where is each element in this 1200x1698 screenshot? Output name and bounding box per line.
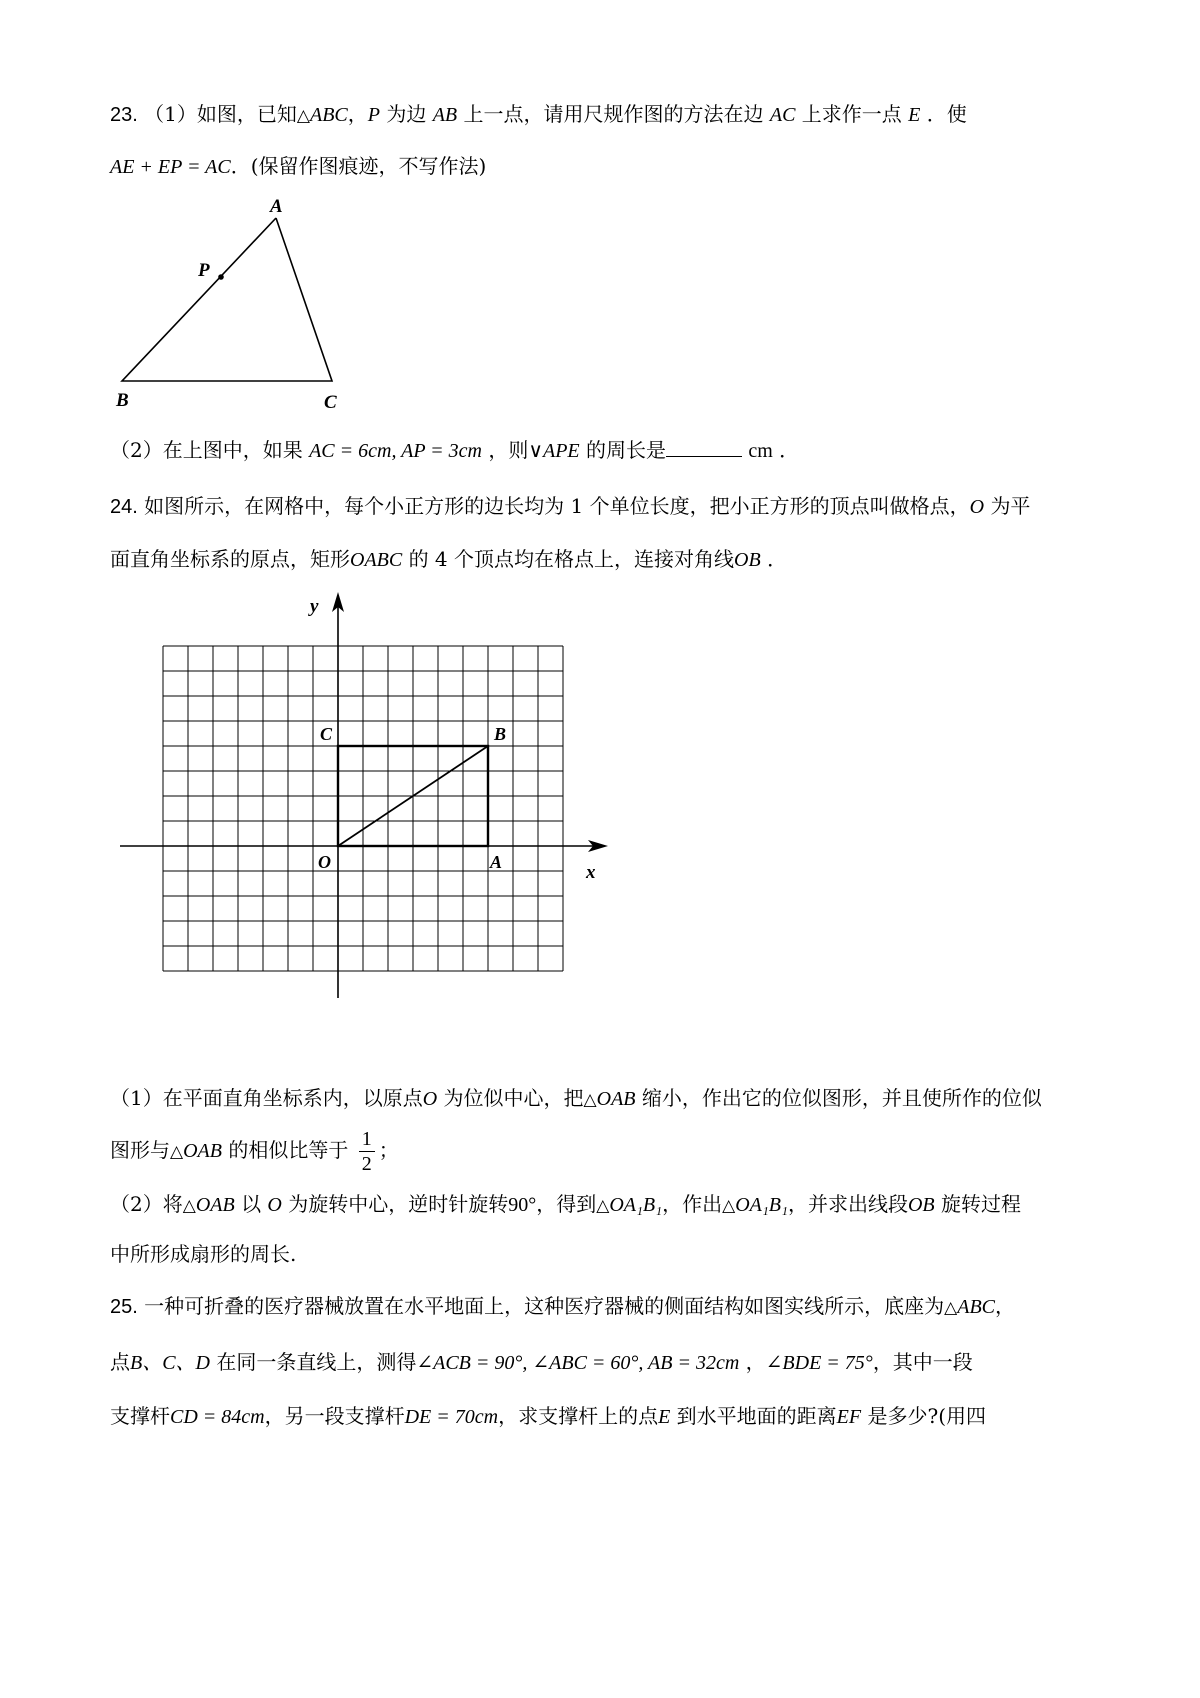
q25-text: ， bbox=[995, 1294, 1016, 1318]
math: ABC bbox=[957, 1296, 996, 1318]
q23-text: （1）如图，已知 bbox=[144, 102, 297, 126]
math: EF bbox=[836, 1406, 862, 1428]
triangle-symbol: △ bbox=[182, 1196, 196, 1216]
triangle-symbol: △ bbox=[583, 1090, 597, 1110]
math: AC = 6cm, AP = 3cm bbox=[309, 440, 482, 462]
label-P: P bbox=[198, 260, 210, 281]
q25-text: 支撑杆 bbox=[110, 1404, 170, 1428]
label-x: x bbox=[586, 862, 596, 883]
q24-text: 的 4 个顶点均在格点上，连接对角线 bbox=[408, 547, 735, 571]
label-O: O bbox=[318, 852, 331, 872]
q24-text: 缩小，作出它的位似图形，并且使所作的位似 bbox=[641, 1086, 1042, 1110]
math: O bbox=[422, 1088, 438, 1110]
q24-part2-line1 bbox=[110, 1190, 1021, 1220]
label-B: B bbox=[494, 724, 507, 744]
q23-text: 为边 bbox=[386, 102, 427, 126]
q24-text: ； bbox=[378, 1138, 399, 1162]
math: P bbox=[367, 104, 380, 126]
q23-text: 上一点，请用尺规作图的方法在边 bbox=[463, 102, 764, 126]
math: AB bbox=[432, 104, 458, 126]
q24-text: 图形与 bbox=[110, 1138, 170, 1162]
q24-text: 为位似中心，把 bbox=[443, 1086, 584, 1110]
q24-line-1 bbox=[110, 492, 1030, 521]
grid-lines bbox=[163, 646, 563, 971]
math: OA₁B₁ bbox=[609, 1194, 663, 1216]
q23-triangle-figure bbox=[110, 196, 370, 418]
q23-text: （2）在上图中，如果 bbox=[110, 438, 303, 462]
math: E bbox=[908, 104, 921, 126]
label-C: C bbox=[320, 724, 333, 744]
q24-text: ，并求出线段 bbox=[787, 1192, 908, 1216]
q24-text: 的相似比等于 bbox=[228, 1138, 349, 1162]
q24-text: ． bbox=[767, 547, 788, 571]
q24-text: 中所形成扇形的周长. bbox=[110, 1242, 297, 1266]
q24-number: 24. bbox=[110, 496, 138, 518]
math: OB bbox=[907, 1194, 935, 1216]
fraction-numerator: 1 bbox=[359, 1127, 375, 1152]
q25-text: 点 bbox=[110, 1350, 130, 1374]
math: OABC bbox=[350, 549, 403, 571]
q24-part1-line2 bbox=[110, 1126, 399, 1176]
q23-line-2 bbox=[110, 152, 486, 181]
q24-text: 如图所示，在网格中，每个小正方形的边长均为 1 个单位长度，把小正方形的顶点叫做格点， bbox=[144, 494, 970, 518]
q24-text: （2）将 bbox=[110, 1192, 183, 1216]
q23-text: ， bbox=[347, 102, 368, 126]
math: ∠BDE = 75° bbox=[765, 1352, 873, 1374]
answer-blank[interactable] bbox=[666, 438, 742, 457]
q24-grid-figure bbox=[110, 588, 670, 1008]
math: OA₁B₁ bbox=[735, 1194, 788, 1216]
triangle-symbol: ∨ bbox=[528, 440, 543, 462]
q24-part2-line2 bbox=[110, 1240, 296, 1268]
q23-text: ． bbox=[779, 438, 800, 462]
q24-text: 为旋转中心，逆时针旋转 bbox=[288, 1192, 509, 1216]
label-C: C bbox=[324, 392, 337, 413]
triangle-symbol: △ bbox=[296, 106, 310, 126]
q25-number: 25. bbox=[110, 1296, 138, 1318]
math: DE = 70cm bbox=[404, 1406, 499, 1428]
math: ∠ACB = 90°, ∠ABC = 60°, AB = 32cm bbox=[416, 1352, 740, 1374]
q23-text: ，则 bbox=[488, 438, 529, 462]
q25-text: ，求支撑杆上的点 bbox=[498, 1404, 659, 1428]
q25-text: 是多少?(用四 bbox=[867, 1404, 986, 1428]
q24-line-2 bbox=[110, 545, 787, 574]
math: AE + EP = AC bbox=[110, 156, 231, 178]
math: O bbox=[267, 1194, 282, 1216]
math: OAB bbox=[195, 1194, 235, 1216]
q25-text: ，另一段支撑杆 bbox=[264, 1404, 405, 1428]
q23-text: 上求作一点 bbox=[801, 102, 902, 126]
q25-line-2 bbox=[110, 1348, 973, 1377]
q24-text: ，作出 bbox=[662, 1192, 723, 1216]
math: O bbox=[969, 496, 985, 518]
q23-number: 23. bbox=[110, 104, 138, 126]
q24-text: （1）在平面直角坐标系内，以原点 bbox=[110, 1086, 423, 1110]
q25-text: ， bbox=[745, 1350, 766, 1374]
q23-text: ．(保留作图痕迹，不写作法) bbox=[230, 154, 487, 178]
math: E bbox=[658, 1406, 671, 1428]
q25-text: 在同一条直线上，测得 bbox=[216, 1350, 417, 1374]
q25-line-3 bbox=[110, 1402, 986, 1431]
math: OB bbox=[734, 549, 761, 571]
q24-part1-line1 bbox=[110, 1084, 1042, 1114]
q23-text: ．使 bbox=[926, 102, 967, 126]
q23-part2 bbox=[110, 436, 799, 465]
triangle-symbol: △ bbox=[596, 1196, 610, 1216]
math: APE bbox=[543, 440, 580, 462]
q23-line-1 bbox=[110, 100, 967, 130]
math: AC bbox=[769, 104, 796, 126]
math: OAB bbox=[596, 1088, 636, 1110]
q24-text: 旋转过程 bbox=[941, 1192, 1022, 1216]
label-A: A bbox=[490, 852, 503, 872]
label-B: B bbox=[116, 390, 129, 411]
unit: cm bbox=[748, 440, 773, 462]
fraction-one-half bbox=[359, 1127, 375, 1176]
math: CD = 84cm bbox=[170, 1406, 265, 1428]
q24-text: 为平 bbox=[990, 494, 1031, 518]
math: 90° bbox=[508, 1194, 537, 1216]
q24-text: 面直角坐标系的原点，矩形 bbox=[110, 547, 350, 571]
triangle-symbol: △ bbox=[722, 1196, 736, 1216]
label-y: y bbox=[310, 596, 319, 617]
q25-text: 到水平地面的距离 bbox=[676, 1404, 837, 1428]
fraction-denominator: 2 bbox=[361, 1153, 372, 1175]
triangle-symbol: △ bbox=[944, 1298, 958, 1318]
q25-text: ，其中一段 bbox=[872, 1350, 973, 1374]
q24-text: ，得到 bbox=[536, 1192, 597, 1216]
triangle-symbol: △ bbox=[170, 1142, 184, 1162]
math: B、C、D bbox=[130, 1352, 210, 1374]
q24-text: 以 bbox=[241, 1192, 262, 1216]
math: ABC bbox=[309, 104, 348, 126]
math: OAB bbox=[183, 1140, 222, 1162]
q23-text: 的周长是 bbox=[586, 438, 667, 462]
label-A: A bbox=[270, 196, 283, 217]
q25-line-1 bbox=[110, 1292, 1015, 1322]
q25-text: 一种可折叠的医疗器械放置在水平地面上，这种医疗器械的侧面结构如图实线所示，底座为 bbox=[144, 1294, 945, 1318]
